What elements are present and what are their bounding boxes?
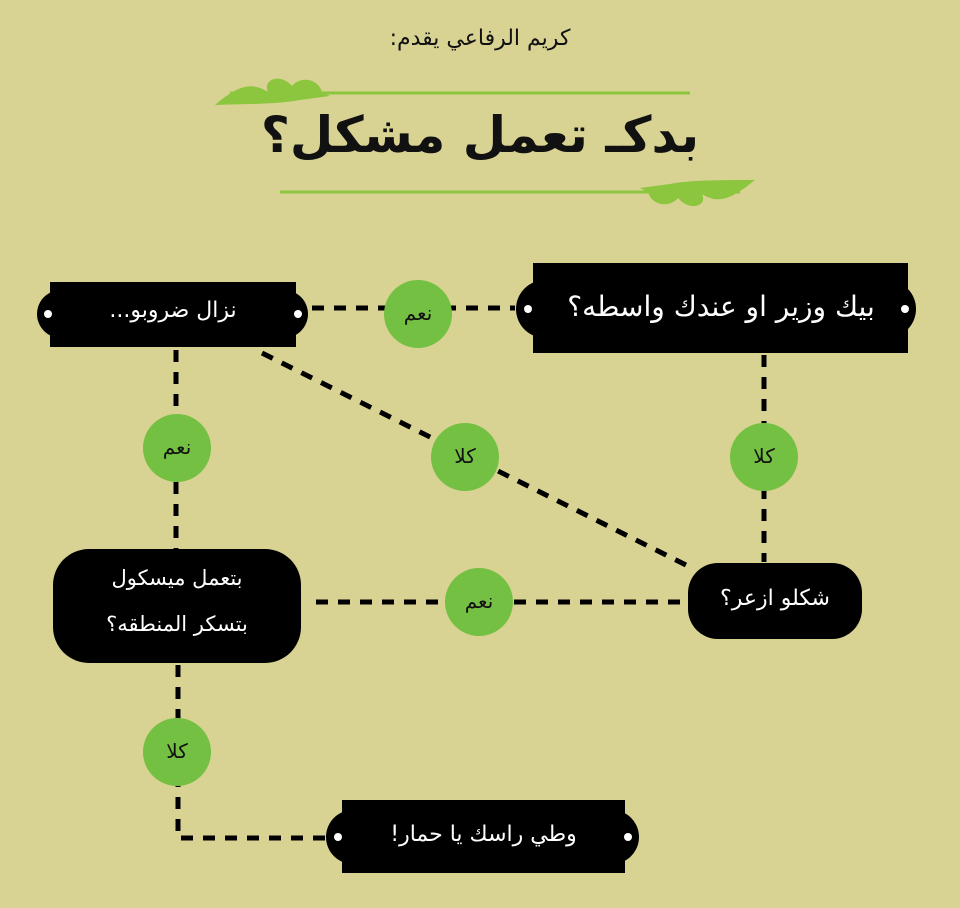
badge-yes-left-label: نعم xyxy=(162,435,192,459)
node-lower-label: وطي راسك يا حمار! xyxy=(390,822,577,847)
subtitle: كريم الرفاعي يقدم: xyxy=(389,26,571,51)
bottom-ornament-icon xyxy=(280,180,755,206)
page-title: بدكـ تعمل مشكل؟ xyxy=(260,106,700,164)
node-gang-label-line2: بتسكر المنطقه؟ xyxy=(106,612,248,636)
badge-yes-middle-label: نعم xyxy=(464,589,494,613)
node-gang-label-line1: بتعمل ميسكول xyxy=(111,566,243,590)
top-ornament-icon xyxy=(215,79,690,105)
badge-no-bottom-label: كلا xyxy=(166,739,188,763)
badge-no-diagonal-label: كلا xyxy=(454,444,476,468)
badge-yes-top-label: نعم xyxy=(403,301,433,325)
node-tough-label: شكلو ازعر؟ xyxy=(720,586,830,611)
badge-no-right-label: كلا xyxy=(753,444,775,468)
node-beat-label: نزال ضروبو... xyxy=(109,298,237,323)
node-minister-label: بيك وزير او عندك واسطه؟ xyxy=(567,290,875,323)
